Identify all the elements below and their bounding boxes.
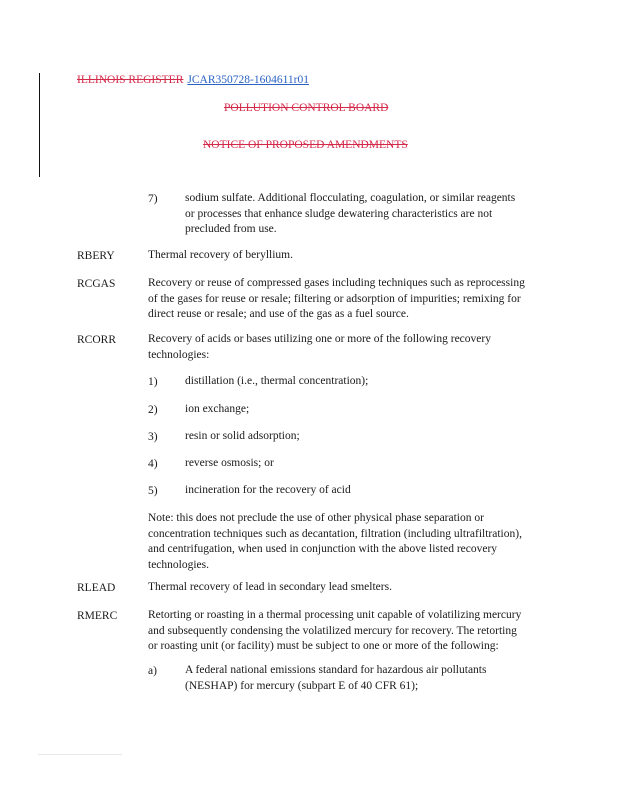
text-line: precluded from use. [185,223,277,235]
rcorr-item-4-number: 4) [148,458,158,470]
code-rmerc: RMERC [77,610,118,622]
text-line: Retorting or roasting in a thermal processing unit capable of volatilizing mercury [148,609,522,621]
revision-bar [39,73,40,177]
text-line: concentration techniques such as decantation, filtration (including ultrafiltration), [148,527,522,540]
text-line: technologies: [148,348,210,361]
text-line: Thermal recovery of lead in secondary lead smelters. [148,581,392,593]
agency-title: POLLUTION CONTROL BOARD [224,102,389,114]
text-line: direct reuse or resale; and use of the gas as a fuel source. [148,308,409,320]
text-line: Recovery or reuse of compressed gases including techniques such as reprocessing [148,277,525,289]
text-line: (NESHAP) for mercury (subpart E of 40 CFR 61); [185,679,419,692]
rcorr-definition [148,332,543,363]
register-header [77,75,309,87]
item-7-number: 7) [148,193,158,205]
code-rcorr: RCORR [77,334,116,346]
register-inserted-text: JCAR350728-1604611r01 [187,74,309,86]
code-rbery: RBERY [77,250,115,262]
register-deleted-text: ILLINOIS REGISTER [77,74,184,86]
rmerc-definition [148,608,543,655]
code-rlead: RLEAD [77,582,116,594]
text-line: or processes that enhance sludge dewatering characteristics are not [185,207,493,220]
text-line: Thermal recovery of beryllium. [148,249,293,261]
text-line: and centrifugation, when used in conjunction with the above listed recovery [148,543,498,555]
rcorr-item-4-text: reverse osmosis; or [185,457,274,469]
text-line: sodium sulfate. Additional flocculating, coagulation, or similar reagents [185,192,516,204]
rcorr-item-5-number: 5) [148,485,158,497]
rcorr-item-3-number: 3) [148,431,158,443]
notice-title: NOTICE OF PROPOSED AMENDMENTS [203,139,408,151]
text-line: or roasting unit (or facility) must be subject to one or more of the following: [148,640,499,652]
code-rcgas: RCGAS [77,278,116,290]
text-line: technologies. [148,558,209,571]
text-line: of the gases for reuse or resale; filtering or adsorption of impurities; remixing for [148,292,521,305]
rcorr-item-5-text: incineration for the recovery of acid [185,484,351,496]
footer-divider [38,754,122,755]
rcorr-note [148,511,543,573]
rcorr-item-1-number: 1) [148,376,158,388]
rcgas-definition [148,276,543,323]
rcorr-item-1-text: distillation (i.e., thermal concentration); [185,375,369,387]
text-line: Recovery of acids or bases utilizing one or more of the following recovery [148,333,491,345]
rcorr-item-2-text: ion exchange; [185,403,250,415]
rmerc-item-a-text [185,663,543,694]
rcorr-item-3-text: resin or solid adsorption; [185,430,300,442]
text-line: A federal national emissions standard for hazardous air pollutants [185,664,487,676]
text-line: and subsequently condensing the volatilized mercury for recovery. The retorting [148,624,517,637]
item-7-text [185,191,543,238]
text-line: Note: this does not preclude the use of other physical phase separation or [148,512,484,524]
rbery-definition [148,248,543,264]
rlead-definition [148,580,543,596]
rcorr-item-2-number: 2) [148,404,158,416]
rmerc-item-a-number: a) [148,665,157,677]
